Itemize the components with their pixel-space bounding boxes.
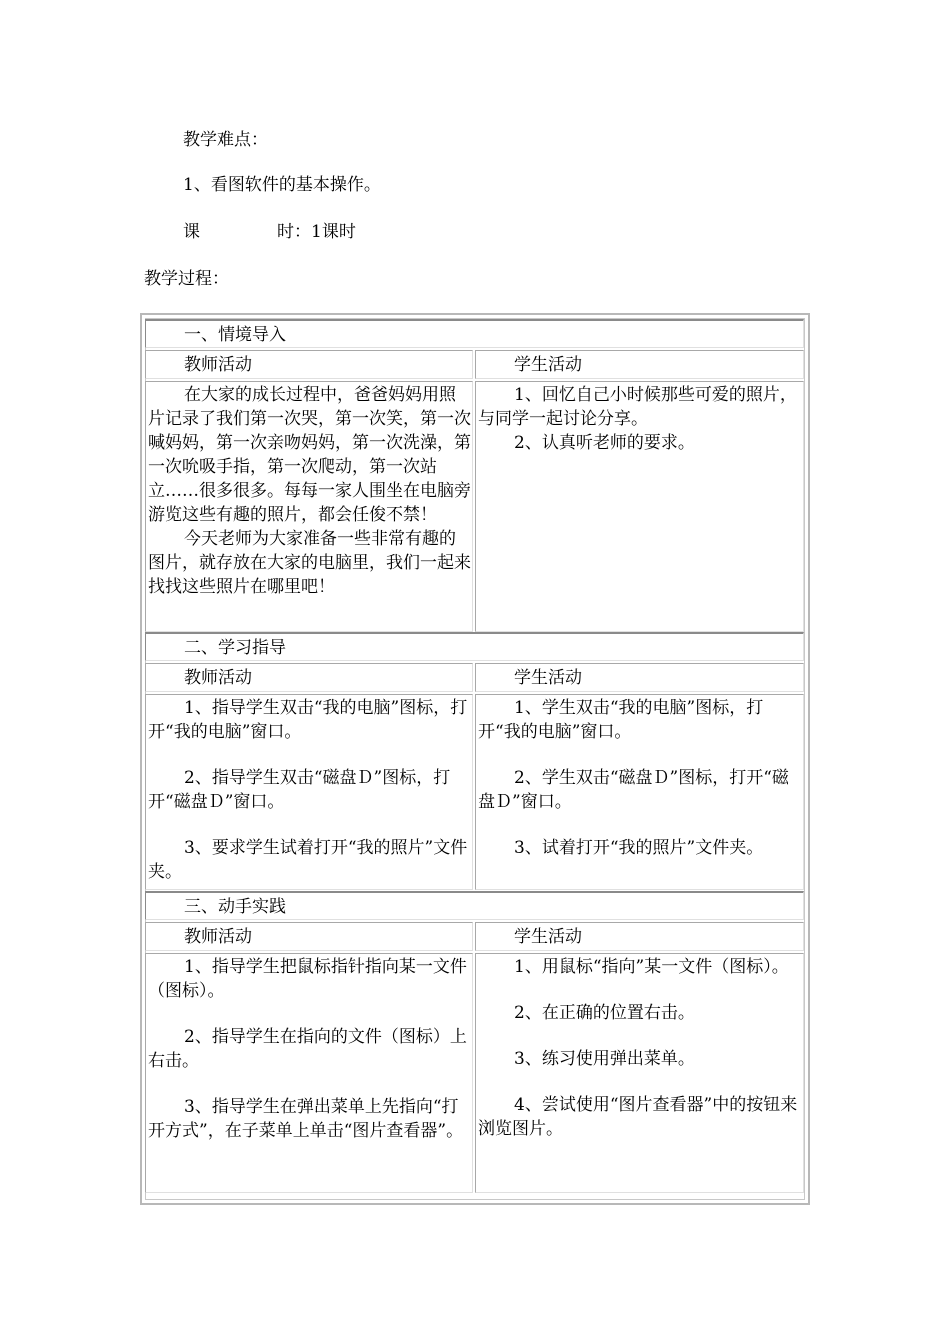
class-hours-line <box>183 221 356 243</box>
teacher-paragraph: 1、指导学生把鼠标指针指向某一文件（图标）。 <box>148 957 467 1001</box>
teacher-activity-2 <box>145 694 473 890</box>
student-header-3 <box>475 922 804 951</box>
teacher-activity-text <box>148 955 472 1143</box>
student-header-2 <box>475 663 804 692</box>
teacher-header-text: 教师活动 <box>184 355 252 375</box>
class-hours-label: 课 <box>183 222 200 242</box>
student-activity-1 <box>475 381 804 632</box>
difficulty-label: 教学难点： <box>183 130 268 150</box>
student-paragraph: 3、练习使用弹出菜单。 <box>514 1049 695 1069</box>
class-hours-value: 时：1课时 <box>277 222 356 242</box>
student-activity-2 <box>475 694 804 890</box>
teacher-header-text: 教师活动 <box>184 668 252 688</box>
teacher-activity-text <box>148 383 472 599</box>
process-label: 教学过程： <box>144 269 229 289</box>
section-title-1 <box>145 319 804 348</box>
student-activity-3 <box>475 953 804 1193</box>
student-paragraph: 4、尝试使用“图片查看器”中的按钮来浏览图片。 <box>478 1095 798 1139</box>
section-title-text: 一、情境导入 <box>184 325 286 345</box>
teacher-header-2 <box>145 663 473 692</box>
student-paragraph: 3、试着打开“我的照片”文件夹。 <box>514 838 764 858</box>
student-paragraph: 2、学生双击“磁盘Ｄ”图标，打开“磁盘Ｄ”窗口。 <box>478 768 789 812</box>
student-paragraph: 1、用鼠标“指向”某一文件（图标）。 <box>514 957 789 977</box>
student-paragraph: 2、在正确的位置右击。 <box>514 1003 695 1023</box>
student-header-1 <box>475 350 804 379</box>
teacher-paragraph: 2、指导学生在指向的文件（图标）上右击。 <box>148 1027 467 1071</box>
teacher-paragraph: 2、指导学生双击“磁盘Ｄ”图标，打开“磁盘Ｄ”窗口。 <box>148 768 451 812</box>
student-activity-text <box>478 383 803 455</box>
student-activity-text <box>478 955 803 1141</box>
student-header-text: 学生活动 <box>514 927 582 947</box>
teacher-paragraph: 1、指导学生双击“我的电脑”图标，打开“我的电脑”窗口。 <box>148 698 468 742</box>
teacher-activity-text <box>148 696 472 884</box>
section-title-text: 二、学习指导 <box>184 638 286 658</box>
teacher-header-1 <box>145 350 473 379</box>
section-title-3 <box>145 891 804 920</box>
section-title-2 <box>145 632 804 661</box>
difficulty-item: 1、看图软件的基本操作。 <box>183 175 381 195</box>
teacher-activity-1 <box>145 381 473 632</box>
student-header-text: 学生活动 <box>514 355 582 375</box>
teacher-paragraph: 3、要求学生试着打开“我的照片”文件夹。 <box>148 838 468 882</box>
student-header-text: 学生活动 <box>514 668 582 688</box>
teacher-header-3 <box>145 922 473 951</box>
student-paragraph: 2、认真听老师的要求。 <box>514 433 695 453</box>
teacher-activity-3 <box>145 953 473 1193</box>
teacher-paragraph: 在大家的成长过程中，爸爸妈妈用照片记录了我们第一次哭，第一次笑，第一次喊妈妈，第一次亲吻妈妈，第一次洗澡，第一次吮吸手指，第一次爬动，第一次站立……很多很多。每每一家人围坐在电脑旁游览这些有趣的照片，都会任俊不禁！ <box>148 385 471 525</box>
student-paragraph: 1、学生双击“我的电脑”图标，打开“我的电脑”窗口。 <box>478 698 764 742</box>
teacher-paragraph: 3、指导学生在弹出菜单上先指向“打开方式”，在子菜单上单击“图片查看器”。 <box>148 1097 464 1141</box>
section-title-text: 三、动手实践 <box>184 897 286 917</box>
teacher-header-text: 教师活动 <box>184 927 252 947</box>
student-activity-text <box>478 696 803 860</box>
teacher-paragraph: 今天老师为大家准备一些非常有趣的图片，就存放在大家的电脑里，我们一起来找找这些照片在哪里吧！ <box>148 529 471 597</box>
student-paragraph: 1、回忆自己小时候那些可爱的照片，与同学一起讨论分享。 <box>478 385 797 429</box>
